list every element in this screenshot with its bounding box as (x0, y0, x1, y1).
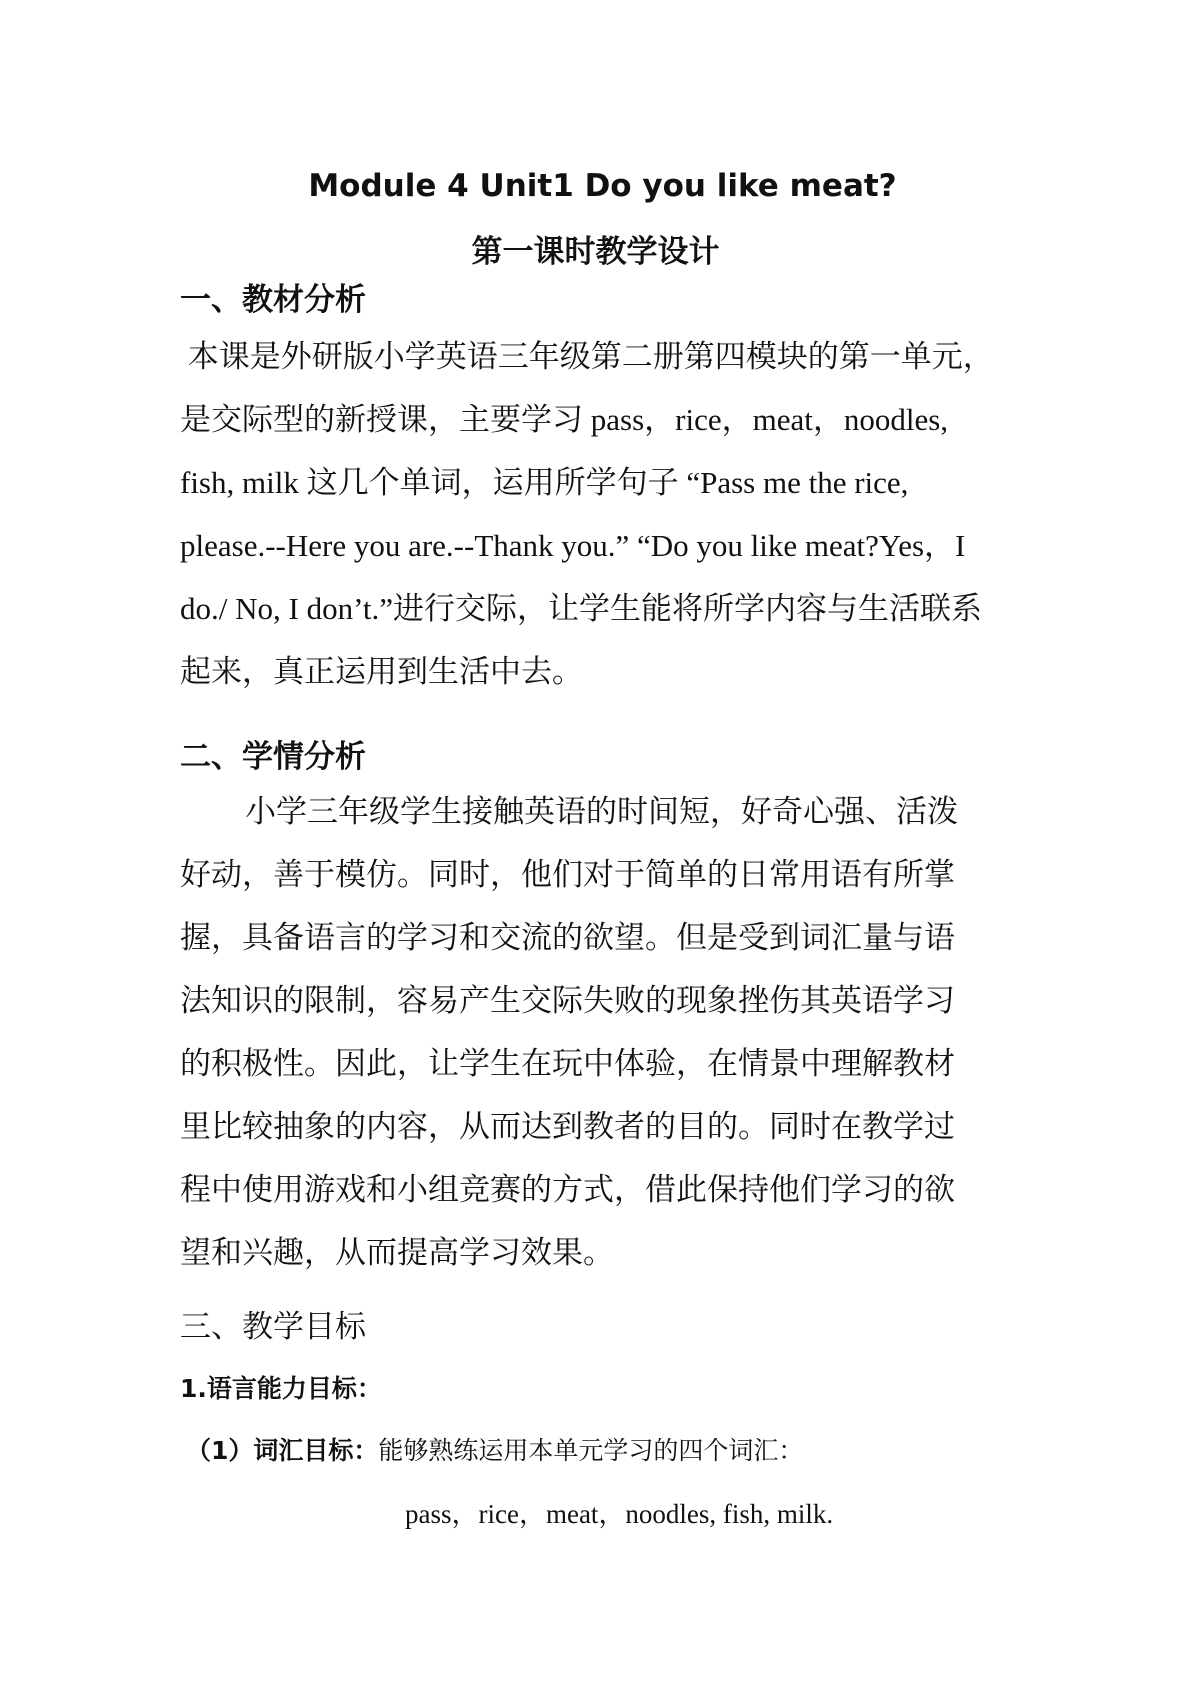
section2-line: 里比较抽象的内容，从而达到教者的目的。同时在教学过 (180, 1109, 955, 1144)
section1-line: fish, milk 这几个单词，运用所学句子 “Pass me the rice, (180, 465, 909, 500)
document-title-cn: 第一课时教学设计 (471, 234, 720, 270)
vocabulary-objective (186, 1434, 803, 1469)
section2-heading: 二、学情分析 (180, 739, 366, 775)
section1-line: do./ No, I don’t.”进行交际，让学生能将所学内容与生活联系 (180, 591, 982, 626)
section1-line: 起来，真正运用到生活中去。 (180, 654, 583, 689)
section3-heading: 三、教学目标 (180, 1309, 366, 1345)
section2-line: 望和兴趣，从而提高学习效果。 (180, 1235, 614, 1270)
section2-line: 的积极性。因此，让学生在玩中体验，在情景中理解教材 (180, 1046, 955, 1081)
section2-paragraph (180, 780, 1010, 1284)
vocabulary-objective-text: 能够熟练运用本单元学习的四个词汇： (378, 1436, 804, 1465)
section1-line: please.--Here you are.--Thank you.” “Do you like meat?Yes，I (180, 528, 966, 563)
section1-heading: 一、教材分析 (180, 282, 366, 318)
vocabulary-objective-label: （1）词汇目标： (186, 1436, 379, 1465)
section2-line: 程中使用游戏和小组竞赛的方式，借此保持他们学习的欲 (180, 1172, 955, 1207)
section2-line: 握，具备语言的学习和交流的欲望。但是受到词汇量与语 (180, 920, 955, 955)
section1-line: 本课是外研版小学英语三年级第二册第四模块的第一单元， (180, 339, 994, 374)
section2-line: 小学三年级学生接触英语的时间短，好奇心强、活泼 (245, 794, 958, 829)
section1-line: 是交际型的新授课，主要学习 pass，rice，meat，noodles, (180, 402, 949, 437)
language-ability-heading: 1.语言能力目标： (180, 1374, 382, 1403)
section2-line: 好动，善于模仿。同时，他们对于简单的日常用语有所掌 (180, 857, 955, 892)
section2-line: 法知识的限制，容易产生交际失败的现象挫伤其英语学习 (180, 983, 955, 1018)
vocabulary-list: pass，rice，meat，noodles, fish, milk. (405, 1499, 834, 1529)
document-title-en: Module 4 Unit1 Do you like meat? (308, 168, 897, 204)
section1-paragraph (180, 325, 1010, 703)
